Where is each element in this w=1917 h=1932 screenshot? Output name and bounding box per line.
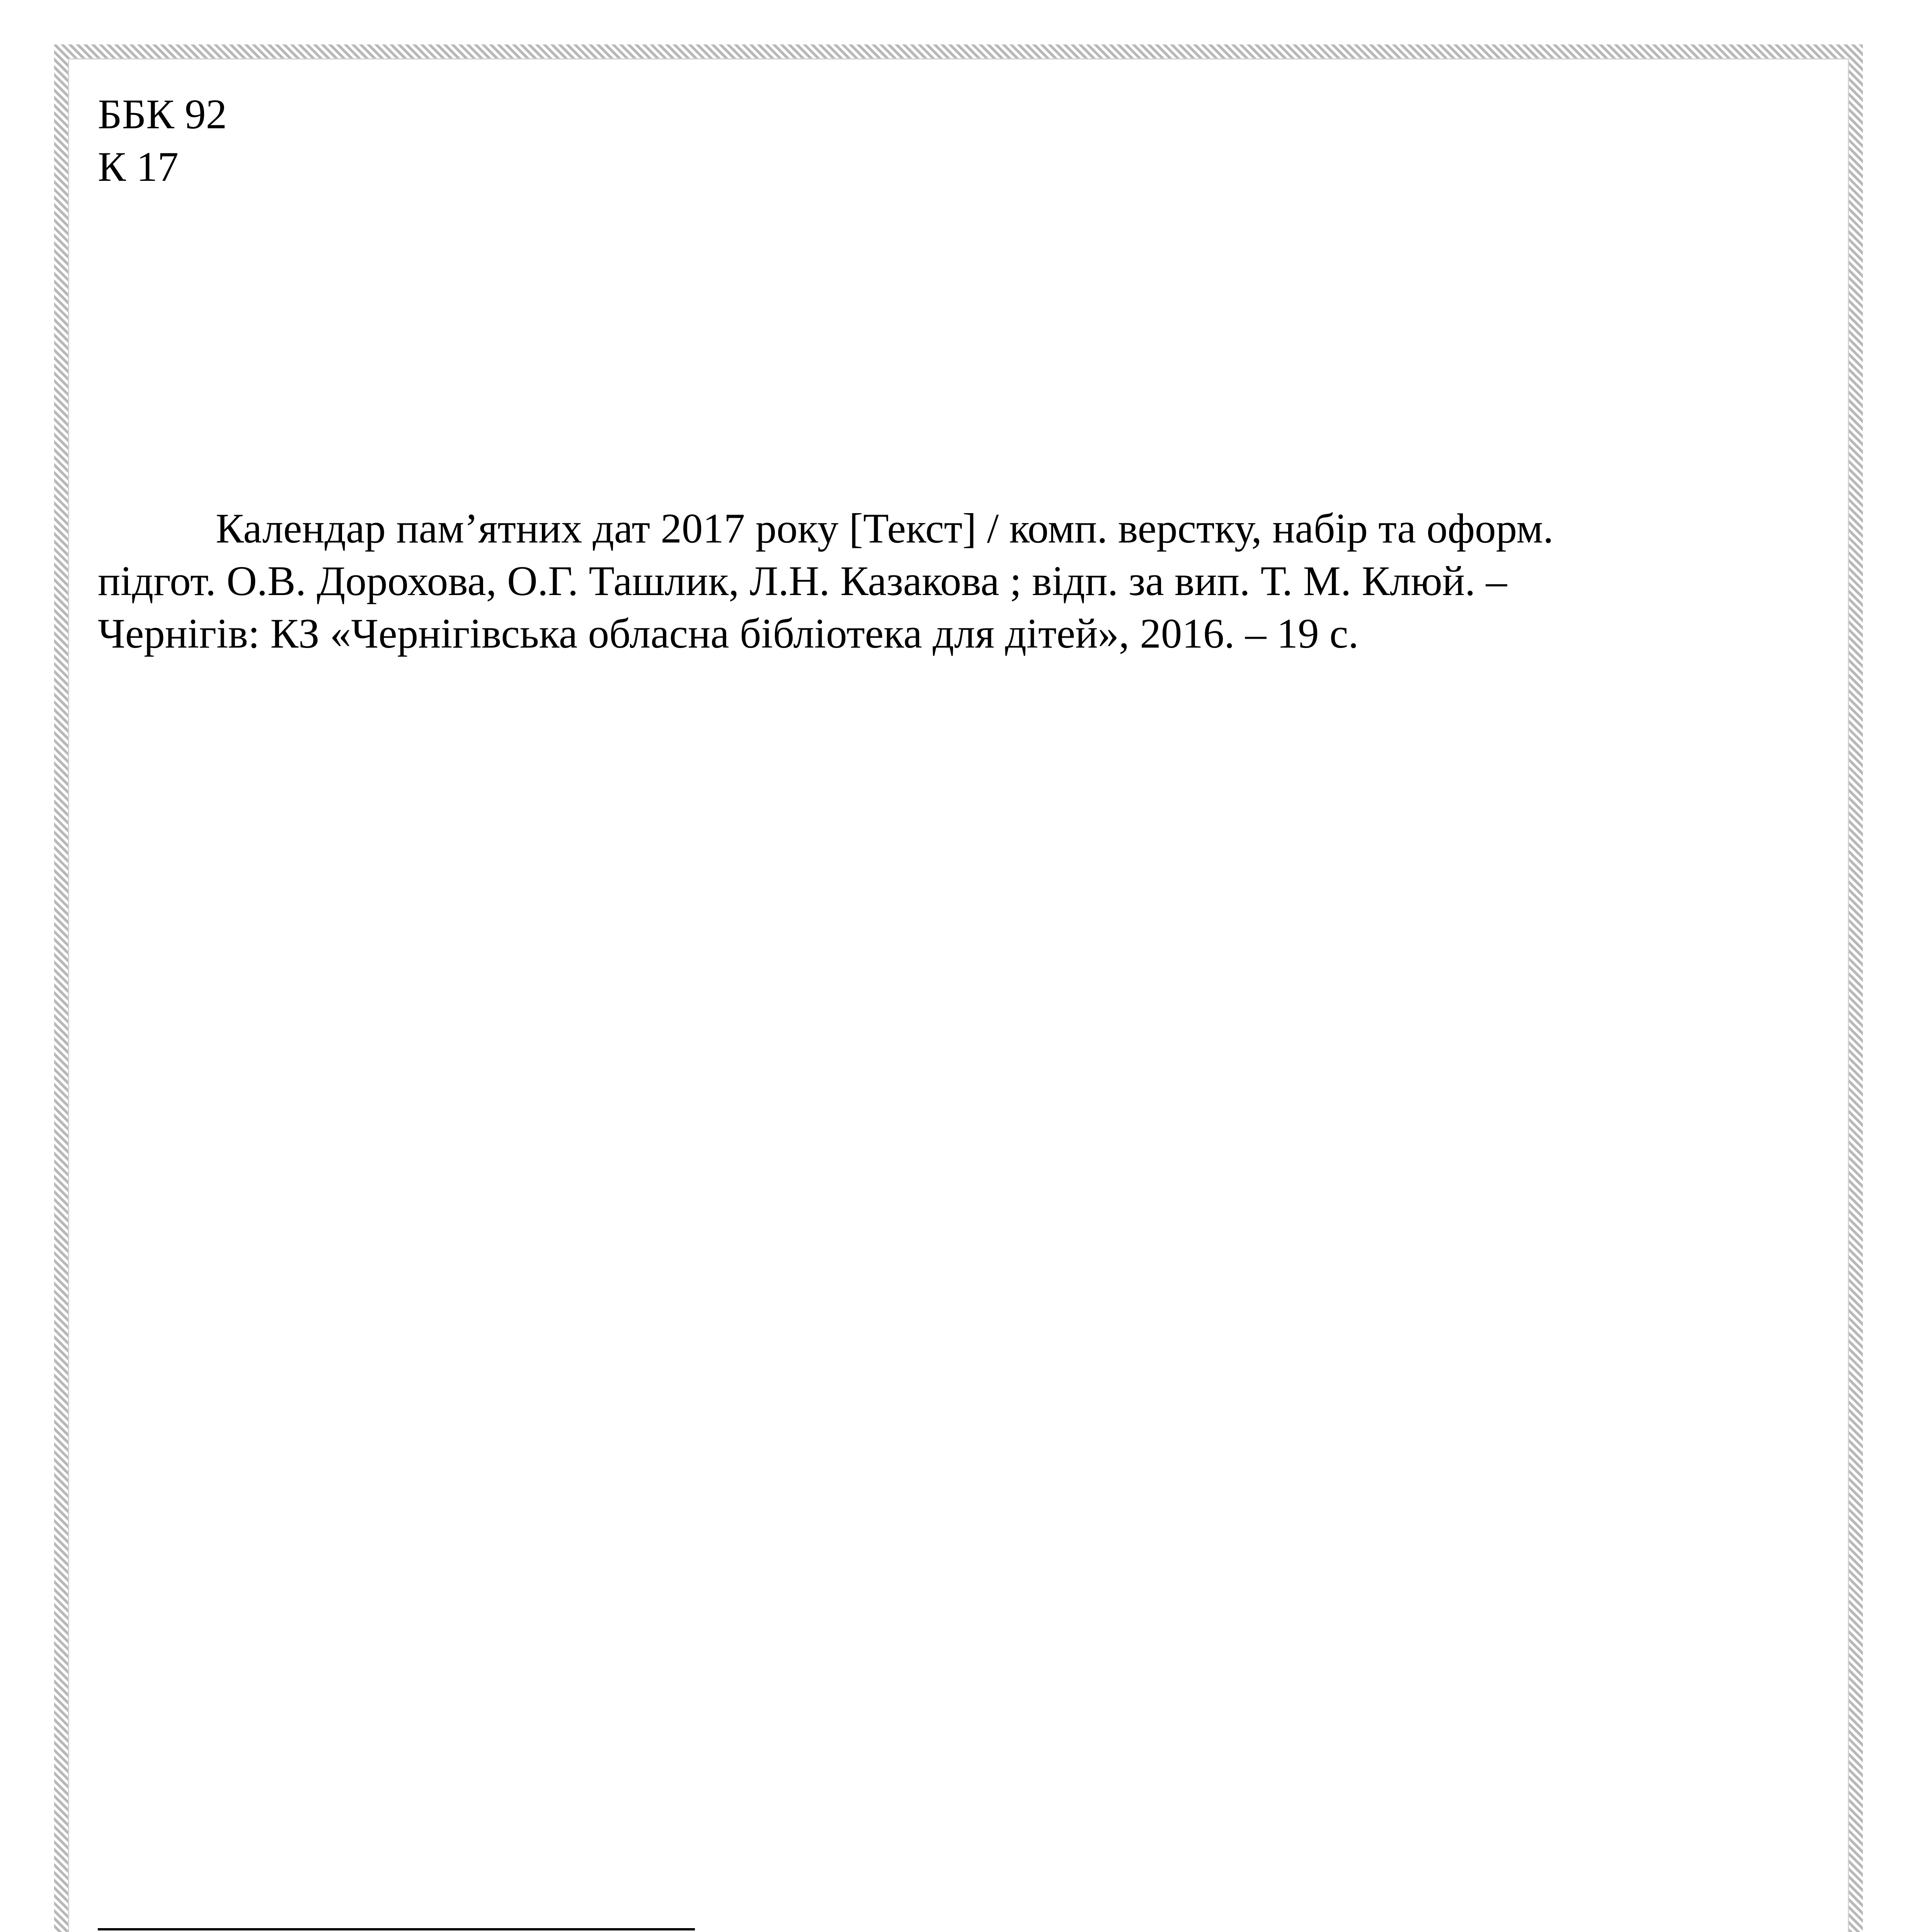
author-mark: К 17 [98, 143, 179, 190]
abstract-line-3: Чернігів: КЗ «Чернігівська обласна бібліотека для дітей», 2016. – 19 с. [98, 610, 1359, 657]
bibliographic-description [98, 502, 1721, 660]
separator-line [98, 1928, 695, 1930]
bbk-code: ББК 92 [98, 91, 227, 138]
classification-block [98, 88, 227, 193]
abstract-line-2: підгот. О.В. Дорохова, О.Г. Ташлик, Л.Н. Казакова ; відп. за вип. Т. М. Клюй. – [98, 558, 1507, 604]
abstract-line-1: Календар пам’ятних дат 2017 року [Текст] / комп. верстку, набір та оформ. [216, 505, 1554, 552]
page-border [54, 44, 1863, 1932]
